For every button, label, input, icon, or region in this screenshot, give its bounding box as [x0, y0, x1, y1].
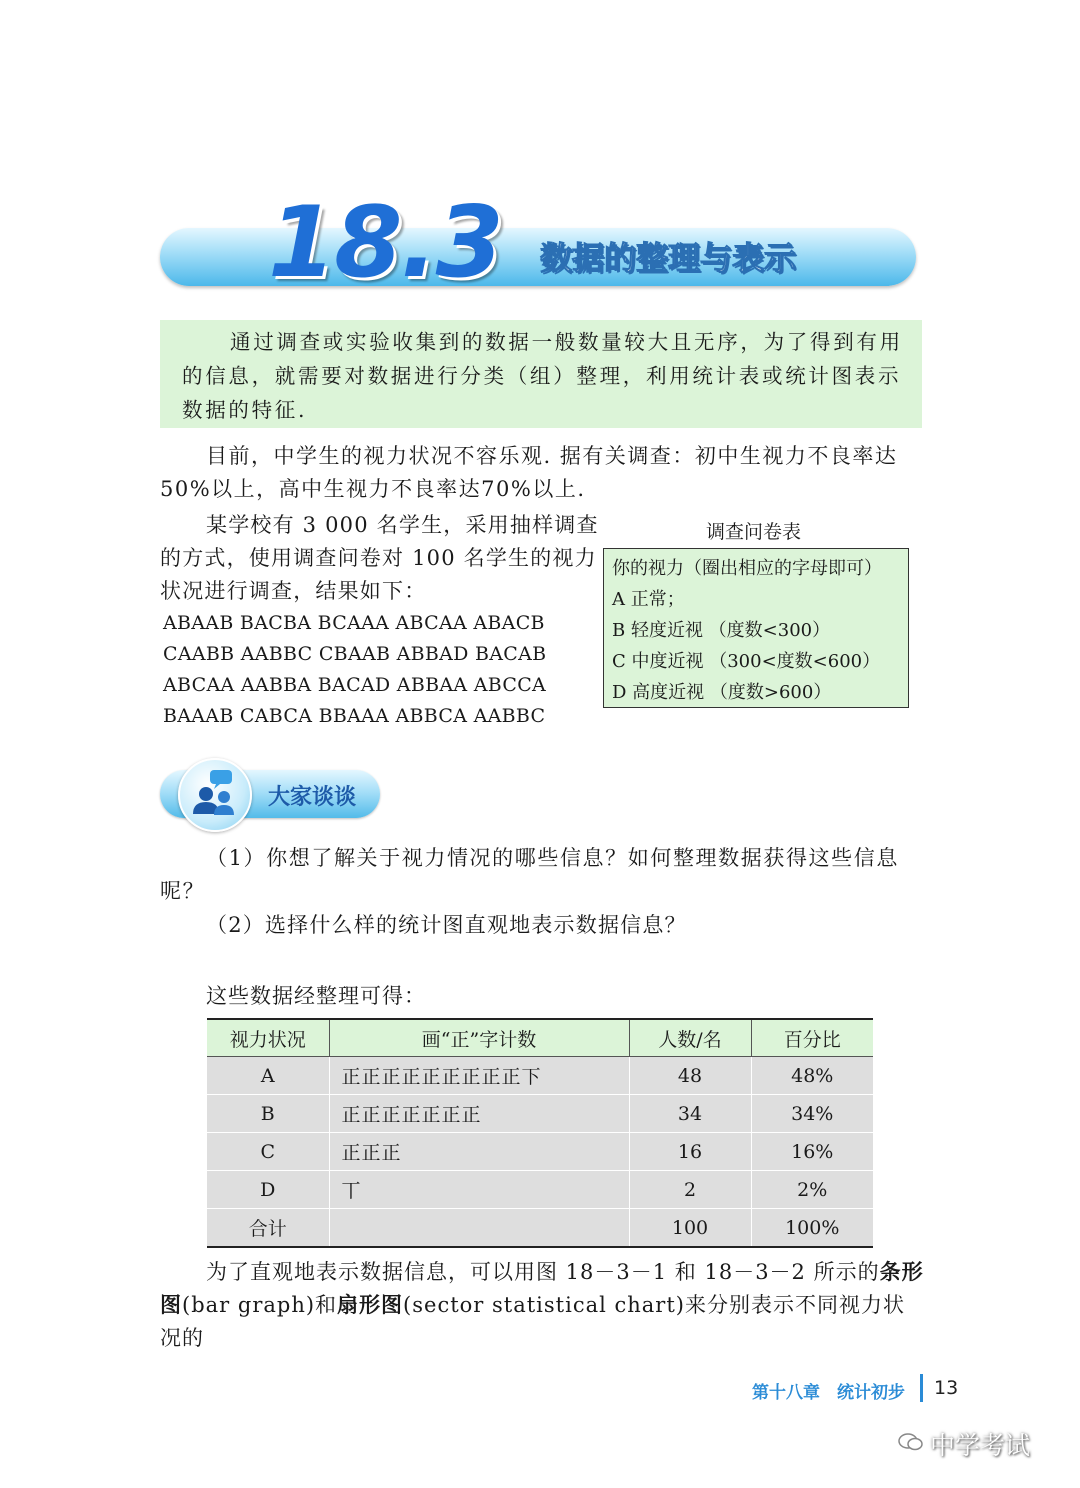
- watermark: 中学考试: [930, 1431, 1031, 1460]
- table-cell: 48%: [751, 1057, 873, 1095]
- footer-divider: [920, 1374, 923, 1402]
- section-number: 18.3: [268, 186, 502, 300]
- page-number: 13: [934, 1377, 959, 1399]
- questionnaire-line: 你的视力（圈出相应的字母即可）: [612, 558, 882, 579]
- tally-cell: 丅: [329, 1171, 629, 1209]
- table-cell: 34%: [751, 1095, 873, 1133]
- table-cell: 16: [629, 1133, 751, 1171]
- table-row: [207, 1095, 873, 1133]
- table-cell: B: [207, 1095, 329, 1133]
- survey-results-line: BAAAB CABCA BBAAA ABBCA AABBC: [163, 705, 546, 727]
- table-cell: 2: [629, 1171, 751, 1209]
- table-header: 人数/名: [629, 1019, 751, 1057]
- questionnaire-line: A 正常；: [612, 589, 685, 610]
- questionnaire-title: 调查问卷表: [706, 521, 802, 543]
- discussion-question-2: （2）选择什么样的统计图直观地表示数据信息？: [206, 913, 687, 937]
- table-header: 百分比: [751, 1019, 873, 1057]
- questionnaire-line: D 高度近视 （度数>600）: [612, 682, 832, 703]
- table-cell: 48: [629, 1057, 751, 1095]
- questionnaire-box: [603, 548, 909, 708]
- paragraph-survey: 某学校有 3 000 名学生，采用抽样调查的方式，使用调查问卷对 100 名学生的视力状况进行调查，结果如下：: [160, 513, 599, 603]
- table-header-row: [207, 1019, 873, 1057]
- questionnaire-line: B 轻度近视 （度数<300）: [612, 620, 831, 641]
- table-cell: 34: [629, 1095, 751, 1133]
- survey-results-line: ABCAA AABBA BACAD ABBAA ABCCA: [163, 674, 547, 696]
- table-cell: A: [207, 1057, 329, 1095]
- table-cell: 100: [629, 1209, 751, 1248]
- paragraph-charts-text: (bar graph)和: [182, 1293, 338, 1317]
- survey-results-line: ABAAB BACBA BCAAA ABCAA ABACB: [163, 612, 545, 634]
- paragraph-vision-status: 目前，中学生的视力状况不容乐观. 据有关调查：初中生视力不良率达50%以上，高中生视力不良率达70%以上.: [160, 444, 898, 501]
- tally-cell: 正正正正正正正正正下: [329, 1057, 629, 1095]
- table-row-total: [207, 1209, 873, 1248]
- tally-cell: [329, 1209, 629, 1248]
- table-cell: C: [207, 1133, 329, 1171]
- table-cell: 16%: [751, 1133, 873, 1171]
- paragraph-charts-text: 为了直观地表示数据信息，可以用图 18－3－1 和 18－3－2 所示的: [206, 1260, 880, 1284]
- tally-cell: 正正正: [329, 1133, 629, 1171]
- table-cell: 2%: [751, 1171, 873, 1209]
- tally-table: [207, 1018, 873, 1248]
- chapter-footer: 第十八章 统计初步: [752, 1383, 905, 1403]
- people-talking-icon: [180, 760, 250, 830]
- table-header: 画“正”字计数: [329, 1019, 629, 1057]
- table-cell: 100%: [751, 1209, 873, 1248]
- questionnaire-line: C 中度近视 （300<度数<600）: [612, 651, 881, 672]
- paragraph-charts: [160, 1256, 924, 1355]
- table-row: [207, 1057, 873, 1095]
- tally-cell: 正正正正正正正: [329, 1095, 629, 1133]
- table-row: [207, 1133, 873, 1171]
- survey-results: [163, 608, 563, 732]
- paragraph-charts-text: (sector statistical chart)来分别表示不同视力状况的: [160, 1293, 905, 1350]
- term-bar-graph: 条形图: [160, 1260, 924, 1317]
- table-cell: 合计: [207, 1209, 329, 1248]
- table-cell: D: [207, 1171, 329, 1209]
- survey-results-line: CAABB AABBC CBAAB ABBAD BACAB: [163, 643, 547, 665]
- discussion-label: 大家谈谈: [268, 785, 357, 810]
- intro-text: 通过调查或实验收集到的数据一般数量较大且无序，为了得到有用的信息，就需要对数据进行分类（组）整理，利用统计表或统计图表示数据的特征.: [182, 330, 903, 422]
- paragraph-table-intro: 这些数据经整理可得：: [206, 984, 426, 1008]
- term-sector-chart: 扇形图: [337, 1293, 404, 1317]
- table-header: 视力状况: [207, 1019, 329, 1057]
- wechat-icon: [898, 1432, 924, 1452]
- discussion-question-1: （1）你想了解关于视力情况的哪些信息？如何整理数据获得这些信息呢？: [160, 846, 899, 903]
- table-row: [207, 1171, 873, 1209]
- section-title: 数据的整理与表示: [540, 239, 797, 277]
- discussion-circle: [178, 758, 252, 832]
